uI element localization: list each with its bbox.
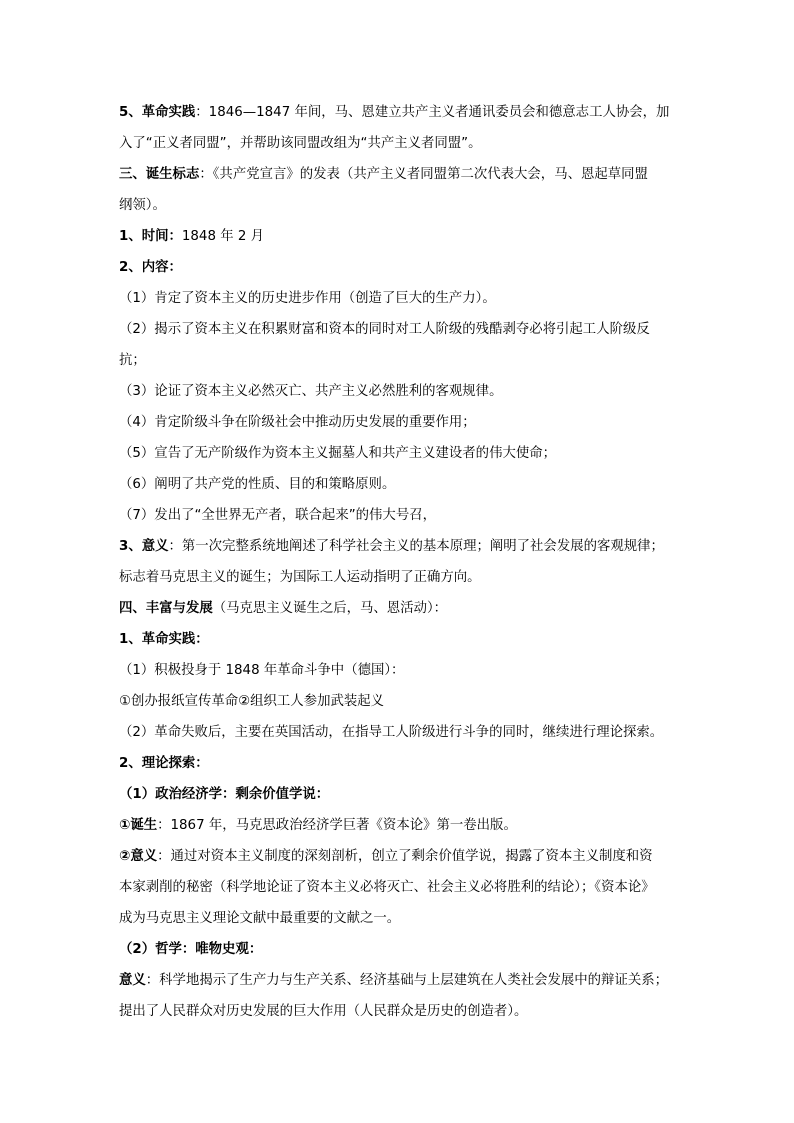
list-item: （6）阐明了共产党的性质、目的和策略原则。 — [119, 477, 396, 492]
list-item: （1）积极投身于 1848 年革命斗争中（德国）： — [119, 663, 405, 678]
list-item: （5）宣告了无产阶级作为资本主义掘墓人和共产主义建设者的伟大使命； — [119, 446, 557, 461]
heading-3-birth-symbol: 三、诞生标志 — [119, 167, 200, 182]
list-item: （2）革命失败后，主要在英国活动，在指导工人阶级进行斗争的同时，继续进行理论探索。 — [119, 725, 664, 740]
document-body — [119, 97, 684, 1027]
line-text: 纲领）。 — [119, 198, 166, 213]
text-line — [119, 376, 684, 407]
list-item: （2）揭示了资本主义在积累财富和资本的同时对工人阶级的残酷剥夺必将引起工人阶级反 — [119, 322, 650, 337]
text-line — [119, 593, 684, 624]
text-line — [119, 97, 684, 128]
text-line — [119, 469, 684, 500]
heading-meaning-historical-materialism: 意义 — [119, 973, 146, 988]
text-line — [119, 717, 684, 748]
line-text: 抗； — [119, 353, 146, 368]
text-line — [119, 903, 684, 934]
line-text: 1848 年 2 月 — [181, 229, 265, 244]
line-text: ：第一次完整系统地阐述了科学社会主义的基本原理；阐明了社会发展的客观规律； — [168, 539, 664, 554]
text-line — [119, 624, 684, 655]
line-text: ：1867 年，马克思政治经济学巨著《资本论》第一卷出版。 — [157, 818, 517, 833]
heading-philosophy: （2）哲学：唯物史观： — [119, 942, 263, 957]
heading-time: 1、时间： — [119, 229, 182, 244]
text-line — [119, 686, 684, 717]
text-line — [119, 128, 684, 159]
text-line — [119, 438, 684, 469]
list-item: （1）肯定了资本主义的历史进步作用（创造了巨大的生产力）。 — [119, 291, 496, 306]
list-item: （7）发出了“全世界无产者，联合起来”的伟大号召， — [119, 508, 436, 523]
text-line — [119, 562, 684, 593]
line-text: ：1846—1847 年间，马、恩建立共产主义者通讯委员会和德意志工人协会，加 — [195, 105, 670, 120]
heading-content: 2、内容： — [119, 260, 182, 275]
text-line — [119, 314, 684, 345]
text-line — [119, 159, 684, 190]
line-text: ：《共产党宣言》的发表（共产主义者同盟第二次代表大会，马、恩起草同盟 — [199, 167, 648, 182]
list-item: （3）论证了资本主义必然灭亡、共产主义必然胜利的客观规律。 — [119, 384, 503, 399]
list-item: （4）肯定阶级斗争在阶级社会中推动历史发展的重要作用； — [119, 415, 476, 430]
line-text: 提出了人民群众对历史发展的巨大作用（人民群众是历史的创造者）。 — [119, 1004, 528, 1019]
heading-political-economy: （1）政治经济学：剩余价值学说： — [119, 787, 330, 802]
heading-significance: 3、意义 — [119, 539, 169, 554]
text-line — [119, 748, 684, 779]
text-line — [119, 531, 684, 562]
text-line — [119, 283, 684, 314]
heading-4-enrichment: 四、丰富与发展 — [119, 601, 213, 616]
text-line — [119, 996, 684, 1027]
text-line — [119, 965, 684, 996]
text-line — [119, 655, 684, 686]
line-text: ：通过对资本主义制度的深刻剖析，创立了剩余价值学说，揭露了资本主义制度和资 — [157, 849, 653, 864]
line-text: 入了“正义者同盟”，并帮助该同盟改组为“共产主义者同盟”。 — [119, 136, 482, 151]
text-line — [119, 500, 684, 531]
list-item: ①创办报纸宣传革命②组织工人参加武装起义 — [119, 694, 385, 709]
line-text: （马克思主义诞生之后，马、恩活动）： — [212, 601, 448, 616]
text-line — [119, 345, 684, 376]
text-line — [119, 190, 684, 221]
line-text: 成为马克思主义理论文献中最重要的文献之一。 — [119, 911, 401, 926]
text-line — [119, 841, 684, 872]
heading-revolutionary-practice: 1、革命实践： — [119, 632, 209, 647]
heading-theory-exploration: 2、理论探索： — [119, 756, 209, 771]
line-text: 本家剥削的秘密（科学地论证了资本主义必将灭亡、社会主义必将胜利的结论）；《资本论》 — [119, 880, 655, 895]
text-line — [119, 872, 684, 903]
heading-5-revolutionary-practice: 5、革命实践 — [119, 105, 196, 120]
line-text: ：科学地揭示了生产力与生产关系、经济基础与上层建筑在人类社会发展中的辩证关系； — [145, 973, 669, 988]
text-line — [119, 252, 684, 283]
heading-meaning: ②意义 — [119, 849, 158, 864]
text-line — [119, 779, 684, 810]
heading-birth: ①诞生 — [119, 818, 158, 833]
text-line — [119, 810, 684, 841]
text-line — [119, 407, 684, 438]
text-line — [119, 221, 684, 252]
text-line — [119, 934, 684, 965]
line-text: 标志着马克思主义的诞生；为国际工人运动指明了正确方向。 — [119, 570, 481, 585]
